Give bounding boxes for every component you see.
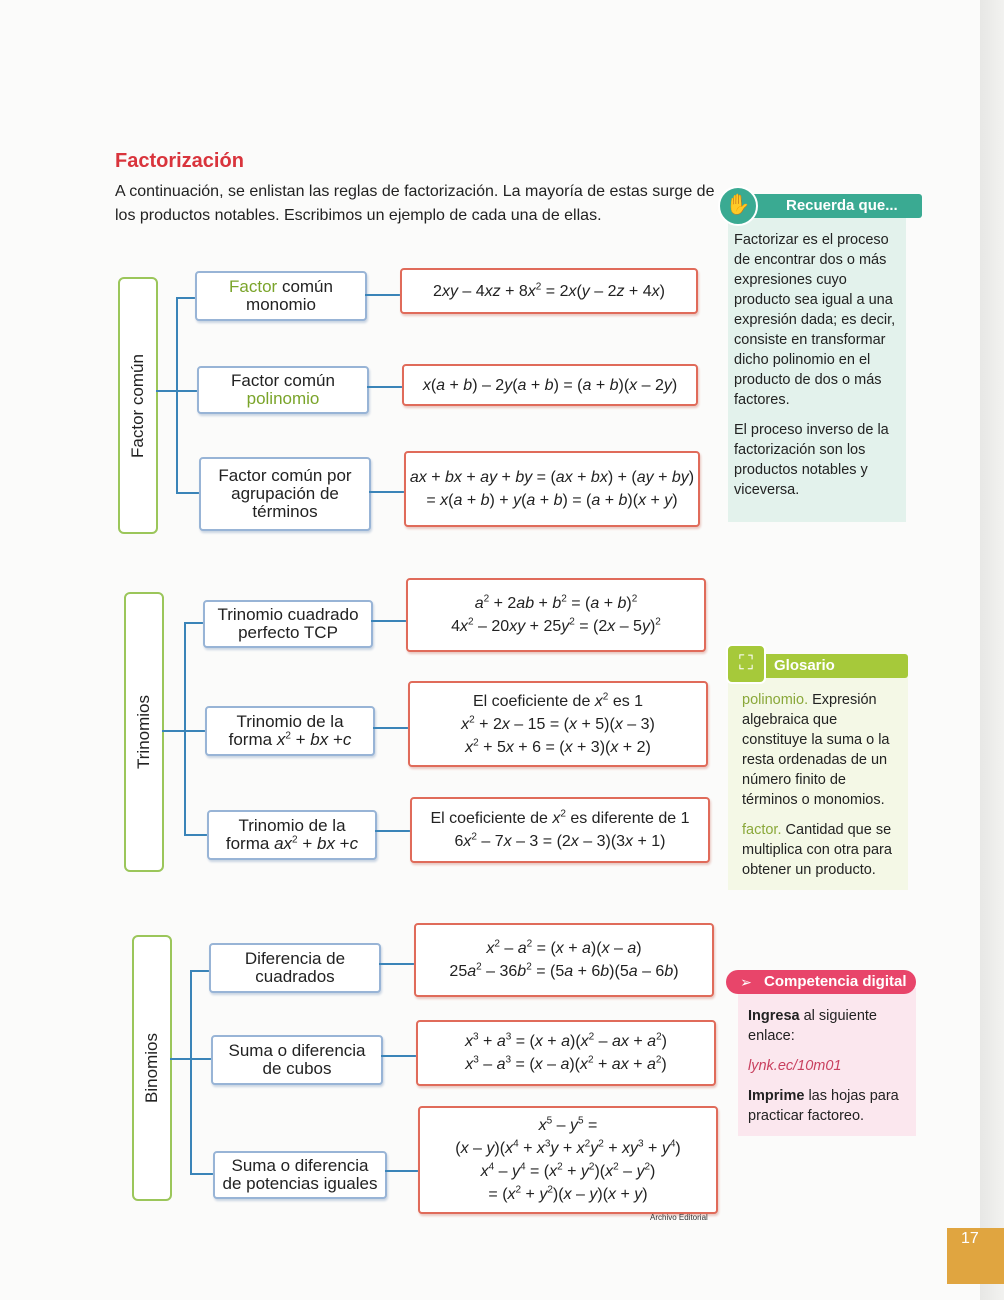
glosario-body xyxy=(742,690,902,890)
tree-line xyxy=(184,622,186,835)
tree-line xyxy=(176,297,178,493)
competencia-text: las hojas para practicar factoreo. xyxy=(748,1088,899,1124)
rule-text: perfecto TCP xyxy=(238,623,338,642)
connector xyxy=(184,834,208,836)
connector xyxy=(379,963,415,965)
rule-text: agrupación de xyxy=(231,484,339,503)
rule-diferencia-cuadrados xyxy=(209,943,381,993)
connector xyxy=(176,390,198,392)
rule-text: Suma o diferencia xyxy=(231,1156,369,1175)
recuerda-paragraph: Factorizar es el proceso de encontrar dos o más expresiones cuyo producto sea igual a una expresión dada; es decir, consiste en transformar dicho polinomio en el producto de dos o más factores. xyxy=(734,232,896,408)
formula-monomio: $2xy - 4xz + 8x^2 = 2x(y - 2z + 4x)$ xyxy=(400,268,698,314)
rule-text: Suma o diferencia xyxy=(228,1041,366,1060)
connector xyxy=(375,830,411,832)
connector xyxy=(365,294,401,296)
connector xyxy=(184,622,204,624)
rule-trinomio-forma-ax2: Trinomio de la forma $ax^2$ + bx +c xyxy=(207,810,377,860)
competencia-body xyxy=(748,1006,908,1136)
connector xyxy=(176,492,200,494)
rule-suma-diferencia-cubos xyxy=(211,1035,383,1085)
section-title: Factorización xyxy=(115,150,244,172)
competencia-keyword: Ingresa xyxy=(748,1008,800,1024)
page-edge xyxy=(980,0,1004,1300)
connector xyxy=(367,386,403,388)
rule-text: Factor común xyxy=(231,371,335,390)
rule-text: Factor común por xyxy=(218,466,352,485)
rule-keyword: polinomio xyxy=(246,389,320,408)
connector xyxy=(371,620,407,622)
connector xyxy=(190,1173,214,1175)
formula-forma-x2: El coeficiente de $x^2$ es 1 $x^2 + 2x - 15 = (x + 5)(x - 3)$ $x^2 + 5x + 6 = (x + 3)(x + 2)$ xyxy=(408,681,708,767)
formula-diferencia-cuadrados: $x^2 - a^2 = (x + a)(x - a)$ $25a^2 - 36b^2 = (5a + 6b)(5a - 6b)$ xyxy=(414,923,714,997)
formula-tcp: $a^2 + 2ab + b^2 = (a + b)^2$ $4x^2 - 20xy + 25y^2 = (2x - 5y)^2$ xyxy=(406,578,706,652)
cursor-icon: ➢ xyxy=(740,974,752,990)
rule-factor-comun-polinomio xyxy=(197,366,369,414)
formula-forma-ax2: El coeficiente de $x^2$ es diferente de 1 $6x^2 - 7x - 3 = (2x - 3)(3x + 1)$ xyxy=(410,797,710,863)
rule-text: términos xyxy=(252,502,318,521)
connector xyxy=(184,730,206,732)
rule-trinomio-forma-x2: Trinomio de la forma $x^2$ + bx +c xyxy=(205,706,375,756)
category-label: Factor común xyxy=(128,353,147,458)
rule-suma-diferencia-potencias xyxy=(213,1151,387,1199)
glossary-definition: Expresión algebraica que constituye la suma o la resta ordenadas de un número finito de términos o monomios. xyxy=(742,692,890,808)
glosario-box xyxy=(728,648,908,890)
intro-text: A continuación, se enlistan las reglas de factorización. La mayoría de estas surge de los productos notables. Escribimos un ejemplo de cada una de ellas. xyxy=(115,183,715,224)
recuerda-paragraph: El proceso inverso de la factorización son los productos notables y viceversa. xyxy=(734,422,889,498)
rule-text: forma xyxy=(225,834,270,853)
formula-note: es 1 xyxy=(612,692,644,710)
formula-note: El coeficiente de xyxy=(472,692,591,710)
rule-text: monomio xyxy=(246,295,316,314)
competencia-link[interactable]: lynk.ec/10m01 xyxy=(748,1058,842,1074)
category-factor-comun xyxy=(118,277,158,534)
rule-text: Trinomio de la xyxy=(236,712,344,731)
rule-trinomio-tcp xyxy=(203,600,373,648)
connector xyxy=(369,491,405,493)
glosario-header: Glosario xyxy=(734,654,908,678)
connector xyxy=(190,970,210,972)
rule-text: forma xyxy=(228,730,273,749)
formula-polinomio: x(a + b) – 2y(a + b) = (a + b)(x – 2y) xyxy=(402,364,698,406)
formula-note: es diferente de 1 xyxy=(570,810,690,827)
competencia-keyword: Imprime xyxy=(748,1088,805,1104)
formula-note: El coeficiente de xyxy=(430,810,548,827)
glossary-definition: Cantidad que se multiplica con otra para obtener un producto. xyxy=(742,822,892,878)
tree-line xyxy=(190,970,192,1174)
rule-text: común xyxy=(277,277,333,296)
category-label: Binomios xyxy=(142,1033,161,1103)
book-icon: ⛶ xyxy=(726,644,766,684)
connector xyxy=(381,1055,417,1057)
formula-potencias: $x^5 - y^5$ = $(x - y)(x^4 + x^3y + x^2y^2 + xy^3 + y^4)$ $x^4 - y^4 = (x^2 + y^2)(x^2 - y^2)$ = $(x^2 + y^2)(x - y)(x + y)$ xyxy=(418,1106,718,1214)
competencia-header: Competencia digital xyxy=(726,970,916,994)
connector xyxy=(190,1058,212,1060)
rule-text: Trinomio cuadrado xyxy=(217,605,359,624)
rule-text: Diferencia de xyxy=(244,949,346,968)
recuerda-body xyxy=(734,230,898,510)
rule-agrupacion-terminos xyxy=(199,457,371,531)
connector xyxy=(176,297,196,299)
competencia-text: al siguiente enlace: xyxy=(748,1008,877,1044)
glossary-term: factor. xyxy=(742,822,782,838)
connector xyxy=(156,390,176,392)
formula-cubos: $x^3 + a^3 = (x + a)(x^2$ – ax + $a^2$) $x^3 - a^3 = (x - a)(x^2$ + ax + $a^2$) xyxy=(416,1020,716,1086)
recuerda-box xyxy=(724,192,906,522)
category-trinomios xyxy=(124,592,164,872)
connector xyxy=(170,1058,190,1060)
image-credit: Archivo Editorial xyxy=(650,1213,708,1222)
connector xyxy=(385,1170,419,1172)
recuerda-header: Recuerda que... xyxy=(746,194,922,218)
competencia-box xyxy=(722,964,918,1136)
category-label: Trinomios xyxy=(134,695,153,769)
rule-factor-comun-monomio xyxy=(195,271,367,321)
rule-text: cuadrados xyxy=(255,967,335,986)
glossary-term: polinomio. xyxy=(742,692,809,708)
rule-text: de cubos xyxy=(262,1059,332,1078)
hand-icon: ✋ xyxy=(718,186,758,226)
category-binomios xyxy=(132,935,172,1201)
formula-agrupacion: ax + bx + ay + by = (ax + bx) + (ay + by) = x(a + b) + y(a + b) = (a + b)(x + y) xyxy=(404,451,700,527)
rule-text: Trinomio de la xyxy=(238,816,346,835)
page-number: 17 xyxy=(947,1228,1004,1284)
connector xyxy=(162,730,184,732)
connector xyxy=(373,727,409,729)
rule-keyword: Factor xyxy=(229,277,278,296)
rule-text: de potencias iguales xyxy=(222,1174,378,1193)
